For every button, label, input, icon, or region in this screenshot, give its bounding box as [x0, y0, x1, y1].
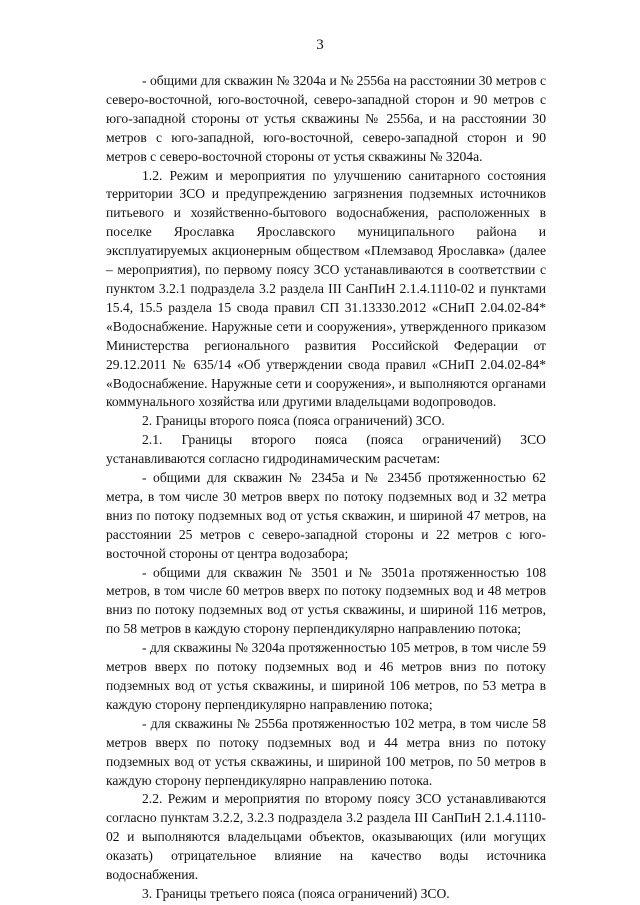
- paragraph-well-2556a: - для скважины № 2556а протяженностью 102 метра, в том числе 58 метров вверх по потоку подземных вод и 44 метра вниз по потоку подземных вод от устья скважины, и шириной 100 метров, по 50 метров в каждую сторону перпендикулярно направлению потока.: [106, 715, 546, 788]
- page-number: 3: [316, 37, 324, 53]
- paragraph-first-pumps-3204a-2556a: - общими для скважин № 3204а и № 2556а на расстоянии 30 метров с северо-восточной, юго-восточной, северо-западной сторон и 90 метров с юго-западной стороны от устья скважины № 2556а, и на расстоянии 30 метров с юго-западной, юго-восточной, северо-западной сторон и 90 метров с северо-восточной стороны от устья скважины № 3204а.: [106, 73, 546, 164]
- paragraph-section-2-2: 2.2. Режим и мероприятия по второму поясу ЗСО устанавливаются согласно пунктам 3.2.2, 3.2.3 подраздела 3.2 раздела III СанПиН 2.1.4.1110-02 и выполняются владельцами объектов, оказывающих (или могущих оказать) отрицательное влияние на качество воды источника водоснабжения.: [106, 791, 546, 883]
- paragraph-section-2-heading: 2. Границы второго пояса (пояса ограничений) ЗСО.: [142, 413, 445, 429]
- paragraph-section-3-heading: 3. Границы третьего пояса (пояса ограничений) ЗСО.: [142, 885, 450, 901]
- paragraph-wells-2345: - общими для скважин № 2345а и № 2345б протяженностью 62 метра, в том числе 30 метров вверх по потоку подземных вод и 32 метра вниз по потоку подземных вод от устья скважин, и шириной 47 метров, на расстоянии 25 метров с северо-западной стороны и 22 метров с юго-восточной стороны от центра водозабора;: [106, 470, 546, 561]
- paragraph-section-1-2: 1.2. Режим и мероприятия по улучшению санитарного состояния территории ЗСО и предупреждению загрязнения подземных источников питьевого и хозяйственно-бытового водоснабжения, расположенных в поселке Ярославка Ярославского муниципального района и эксплуатируемых акционерным обществом «Племзавод Ярославка» (далее – мероприятия), по первому поясу ЗСО устанавливаются в соответствии с пунктом 3.2.1 подраздела 3.2 раздела III СанПиН 2.1.4.1110-02 и пунктами 15.4, 15.5 раздела 15 свода правил СП 31.13330.2012 «СНиП 2.04.02-84* «Водоснабжение. Наружные сети и сооружения», утвержденного приказом Министерства регионального развития Российской Федерации от 29.12.2011 № 635/14 «Об утверждении свода правил «СНиП 2.04.02-84* «Водоснабжение. Наружные сети и сооружения», и выполняются органами коммунального хозяйства или другими владельцами водопроводов.: [106, 167, 546, 410]
- paragraph-section-2-1: 2.1. Границы второго пояса (пояса ограничений) ЗСО устанавливаются согласно гидродинамическим расчетам:: [106, 432, 546, 467]
- document-body: [106, 72, 546, 904]
- paragraph-wells-3501: - общими для скважин № 3501 и № 3501а протяженностью 108 метров, в том числе 60 метров вверх по потоку подземных вод и 48 метров вниз по потоку подземных вод от устья скважины, и шириной 116 метров, по 58 метров в каждую сторону перпендикулярно направлению потока;: [106, 564, 546, 637]
- paragraph-well-3204a: - для скважины № 3204а протяженностью 105 метров, в том числе 59 метров вверх по потоку подземных вод и 46 метров вниз по потоку подземных вод от устья скважины, и шириной 106 метров, по 53 метра в каждую сторону перпендикулярно направлению потока;: [106, 640, 546, 712]
